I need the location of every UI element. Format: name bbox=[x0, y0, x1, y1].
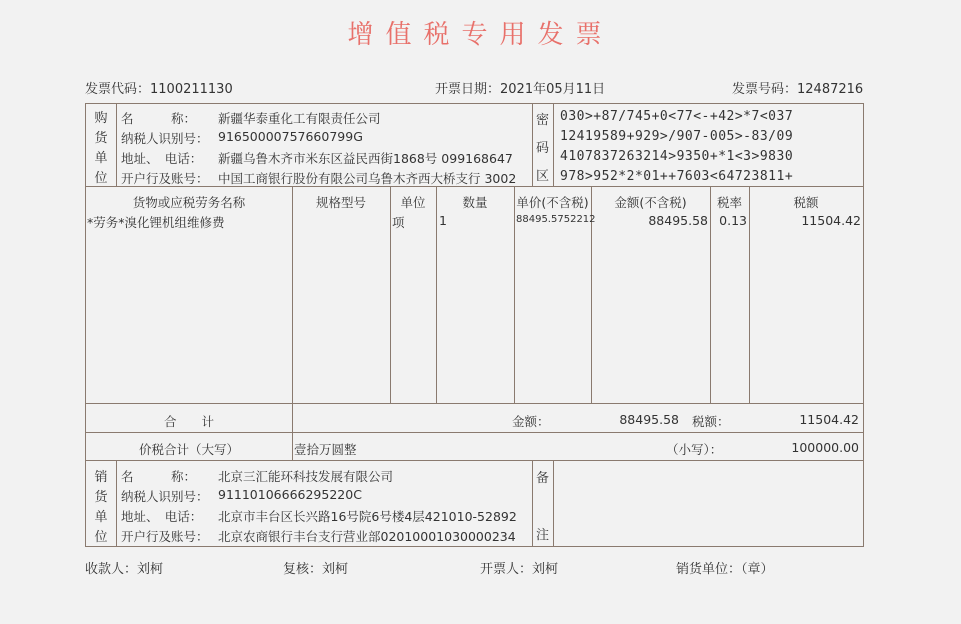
buyer-tax-id-label: 纳税人识别号： bbox=[121, 131, 209, 146]
item-amount: 88495.58 bbox=[648, 213, 708, 228]
drawer-label: 开票人： bbox=[480, 562, 533, 577]
remarks-side-label-1: 备 bbox=[535, 471, 549, 486]
total-tax: 11504.42 bbox=[799, 412, 859, 427]
total-amount-label: 金额： bbox=[512, 414, 550, 429]
invoice-date-label: 开票日期： bbox=[435, 82, 501, 97]
buyer-name: 新疆华泰重化工有限责任公司 bbox=[218, 111, 381, 126]
cipher-side-label-1: 密 bbox=[535, 113, 549, 128]
buyer-address: 新疆乌鲁木齐市米东区益民西街1868号 099168647 bbox=[218, 151, 513, 166]
invoice-date-value: 2021年05月11日 bbox=[500, 82, 606, 97]
item-name: *劳务*溴化锂机组维修费 bbox=[87, 215, 225, 230]
remarks-side-label-2: 注 bbox=[535, 528, 549, 543]
buyer-side-label-1: 购 bbox=[94, 111, 108, 126]
total-label: 合 计 bbox=[163, 414, 214, 429]
invoice-code bbox=[85, 78, 233, 97]
col-header-amount: 金额(不含税) bbox=[614, 195, 687, 210]
buyer-bank: 中国工商银行股份有限公司乌鲁木齐西大桥支行 3002 bbox=[218, 171, 517, 186]
seller-side-label-3: 单 bbox=[94, 510, 108, 525]
total-tax-label: 税额： bbox=[692, 414, 730, 429]
seller-address: 北京市丰台区长兴路16号院6号楼4层421010-52892 bbox=[218, 509, 517, 524]
seller-bank-label: 开户行及账号： bbox=[121, 529, 209, 544]
seller-tax-id: 91110106666295220C bbox=[218, 487, 362, 502]
cipher-line-1: 030>+87/745+0<77<-+42>*7<037 bbox=[560, 109, 794, 124]
total-amount: 88495.58 bbox=[619, 412, 679, 427]
item-unit: 项 bbox=[392, 215, 405, 230]
item-price: 88495.5752212 bbox=[516, 214, 596, 225]
invoice-number bbox=[732, 78, 863, 97]
grand-total-label: 价税合计（大写） bbox=[138, 442, 239, 457]
grand-total-words: 壹拾万圆整 bbox=[294, 442, 357, 457]
col-header-spec: 规格型号 bbox=[315, 195, 366, 210]
grand-total-small-label: （小写）： bbox=[666, 442, 723, 457]
seller-name-label: 名 称： bbox=[121, 469, 197, 484]
cipher-line-4: 978>952*2*01++7603<64723811+ bbox=[560, 169, 794, 184]
seller-tax-id-label: 纳税人识别号： bbox=[121, 489, 209, 504]
invoice-table bbox=[85, 103, 864, 547]
col-header-unit: 单位 bbox=[400, 195, 426, 210]
buyer-side-label-3: 单 bbox=[94, 151, 108, 166]
item-rate: 0.13 bbox=[719, 213, 747, 228]
seller-side-label-1: 销 bbox=[94, 470, 108, 485]
buyer-bank-label: 开户行及账号： bbox=[121, 171, 209, 186]
cipher-side-label-2: 码 bbox=[535, 141, 549, 156]
payee-label: 收款人： bbox=[85, 562, 138, 577]
seller-side-label-4: 位 bbox=[94, 530, 108, 545]
invoice-title: 增值税专用发票 bbox=[347, 20, 614, 50]
invoice-number-label: 发票号码： bbox=[732, 82, 798, 97]
seller-bank: 北京农商银行丰台支行营业部0201000103000023​4 bbox=[218, 529, 516, 544]
grand-total-value: 100000.00 bbox=[791, 440, 859, 455]
seller-address-label: 地址、 电话： bbox=[121, 509, 203, 524]
item-qty: 1 bbox=[439, 213, 447, 228]
buyer-tax-id: 91650000757660799G bbox=[218, 129, 363, 144]
seller-seal: 销货单位：（章） bbox=[676, 562, 774, 577]
col-header-name: 货物或应税劳务名称 bbox=[132, 195, 246, 210]
invoice-number-value: 12487216 bbox=[797, 82, 864, 97]
buyer-name-label: 名 称： bbox=[121, 111, 197, 126]
cipher-line-3: 410783726321​4>9350+*1<3>9830 bbox=[560, 149, 794, 164]
payee-value: 刘柯 bbox=[137, 562, 164, 577]
cipher-line-2: 12419589+929>/907-005>-83/09 bbox=[560, 129, 794, 144]
col-header-tax: 税额 bbox=[793, 195, 819, 210]
col-header-qty: 数量 bbox=[462, 195, 488, 210]
cipher-side-label-3: 区 bbox=[535, 169, 549, 184]
buyer-side-label-4: 位 bbox=[94, 171, 108, 186]
invoice-code-value: 1100211130 bbox=[150, 82, 233, 97]
reviewer-value: 刘柯 bbox=[322, 562, 349, 577]
col-header-rate: 税率 bbox=[716, 195, 742, 210]
item-tax: 11504.42 bbox=[801, 213, 861, 228]
col-header-price: 单价(不含税) bbox=[516, 195, 589, 210]
invoice-code-label: 发票代码： bbox=[85, 82, 151, 97]
payee bbox=[85, 558, 163, 577]
reviewer bbox=[283, 558, 348, 577]
seller-side-label-2: 货 bbox=[94, 490, 108, 505]
reviewer-label: 复核： bbox=[283, 562, 323, 577]
buyer-side-label-2: 货 bbox=[94, 131, 108, 146]
seller-name: 北京三汇能环科技发展有限公司 bbox=[218, 469, 394, 484]
invoice-date bbox=[435, 78, 605, 97]
drawer-value: 刘柯 bbox=[532, 562, 559, 577]
drawer bbox=[480, 558, 558, 577]
buyer-address-label: 地址、 电话： bbox=[121, 151, 203, 166]
